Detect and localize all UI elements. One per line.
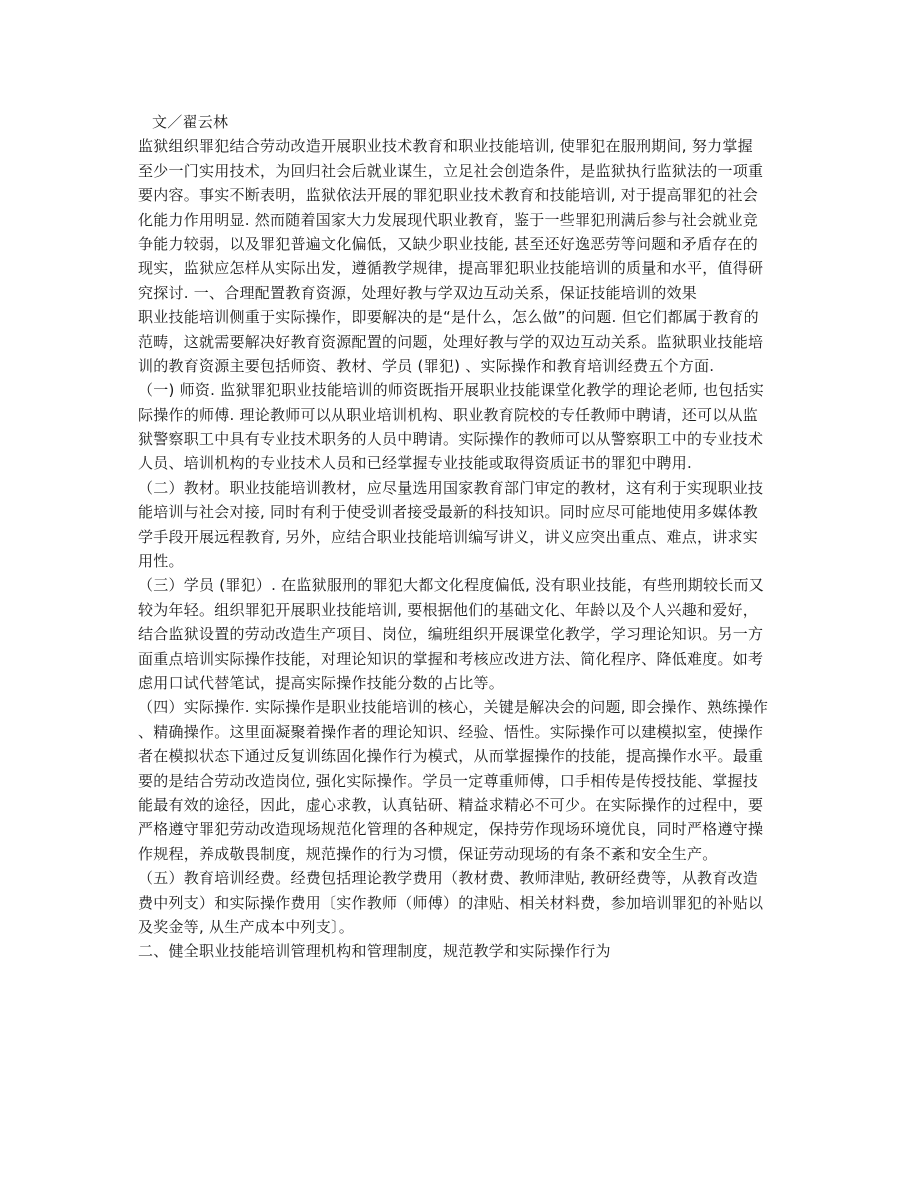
text-line: 要的是结合劳动改造岗位, 强化实际操作。学员一定尊重师傅，口手相传是传授技能、掌握技 — [138, 771, 759, 790]
text-line: 争能力较弱，以及罪犯普遍文化偏低，又缺少职业技能, 甚至还好逸恶劳等问题和矛盾存在的 — [138, 234, 759, 253]
text-line: （三）学员 (罪犯）. 在监狱服刑的罪犯大都文化程度偏低, 没有职业技能，有些刑期较长而又 — [138, 576, 764, 595]
text-line: 用性。 — [138, 552, 184, 571]
text-line: 训的教育资源主要包括师资、教材、学员 (罪犯) 、实际操作和教育培训经费五个方面. — [138, 356, 715, 375]
text-line: （五）教育培训经费。经费包括理论教学费用（教材费、教师津贴, 教研经费等，从教育改造 — [138, 869, 759, 888]
author-byline: 文／翟云林 — [152, 113, 229, 131]
text-line: 际操作的师傅. 理论教师可以从职业培训机构、职业教育院校的专任教师中聘请，还可以从监 — [138, 405, 759, 424]
text-line: 狱警察职工中具有专业技术职务的人员中聘请。实际操作的教师可以从警察职工中的专业技术 — [138, 430, 764, 449]
text-line: 要内容。事实不断表明，监狱依法开展的罪犯职业技术教育和技能培训, 对于提高罪犯的社会 — [138, 186, 759, 205]
text-line: 较为年轻。组织罪犯开展职业技能培训, 要根据他们的基础文化、年龄以及个人兴趣和爱好， — [138, 600, 759, 619]
text-line: 能培训与社会对接, 同时有利于使受训者接受最新的科技知识。同时应尽可能地使用多媒体教 — [138, 503, 759, 522]
text-line: 现实，监狱应怎样从实际出发，遵循教学规律，提高罪犯职业技能培训的质量和水平，值得研 — [138, 259, 764, 278]
text-line: 范畴，这就需要解决好教育资源配置的问题，处理好教与学的双边互动关系。监狱职业技能培 — [138, 332, 764, 351]
paragraph-lines — [138, 134, 786, 963]
text-line: 至少一门实用技术，为回归社会后就业谋生，立足社会创造条件，是监狱执行监狱法的一项重 — [138, 161, 764, 180]
text-line: （四）实际操作. 实际操作是职业技能培训的核心，关键是解决会的问题, 即会操作、熟练操作 — [138, 698, 769, 717]
text-line: 化能力作用明显. 然而随着国家大力发展现代职业教育，鉴于一些罪犯刑满后参与社会就业竞 — [138, 210, 759, 229]
text-line: 监狱组织罪犯结合劳动改造开展职业技术教育和职业技能培训, 使罪犯在服刑期间, 努力掌握 — [138, 137, 753, 156]
text-line: 能最有效的途径，因此，虚心求教，认真钻研、精益求精必不可少。在实际操作的过程中，要 — [138, 795, 764, 814]
text-line: 职业技能培训侧重于实际操作，即要解决的是“是什么，怎么做”的问题. 但它们都属于教育的 — [138, 308, 759, 327]
text-line: 者在模拟状态下通过反复训练固化操作行为模式，从而掌握操作的技能，提高操作水平。最重 — [138, 747, 764, 766]
text-line: 结合监狱设置的劳动改造生产项目、岗位，编班组织开展课堂化教学，学习理论知识。另一方 — [138, 625, 764, 644]
text-line: 、精确操作。这里面凝聚着操作者的理论知识、经验、悟性。实际操作可以建模拟室，使操作 — [138, 722, 764, 741]
text-line: 费中列支）和实际操作费用〔实作教师（师傅）的津贴、相关材料费，参加培训罪犯的补贴以 — [138, 893, 764, 912]
text-line: （一) 师资. 监狱罪犯职业技能培训的师资既指开展职业技能课堂化教学的理论老师, 也包括实 — [138, 381, 764, 400]
text-line: 学手段开展远程教育, 另外，应结合职业技能培训编写讲义，讲义应突出重点、难点，讲求实 — [138, 527, 759, 546]
text-line: （二）教材。职业技能培训教材，应尽量选用国家教育部门审定的教材，这有利于实现职业技 — [138, 478, 764, 497]
text-line: 严格遵守罪犯劳动改造现场规范化管理的各种规定，保持劳作现场环境优良，同时严格遵守操 — [138, 820, 764, 839]
text-line: 人员、培训机构的专业技术人员和已经掌握专业技能或取得资质证书的罪犯中聘用. — [138, 454, 693, 473]
text-line: 作规程，养成敬畏制度，规范操作的行为习惯，保证劳动现场的有条不紊和安全生产。 — [138, 844, 718, 863]
text-line: 二、健全职业技能培训管理机构和管理制度，规范教学和实际操作行为 — [138, 942, 611, 961]
article-body — [138, 110, 786, 964]
text-line: 究探讨. 一、合理配置教育资源，处理好教与学双边互动关系，保证技能培训的效果 — [138, 283, 698, 302]
text-line: 虑用口试代替笔试，提高实际操作技能分数的占比等。 — [138, 673, 505, 692]
text-line: 面重点培训实际操作技能，对理论知识的掌握和考核应改进方法、简化程序、降低难度。如考 — [138, 649, 764, 668]
text-line: 及奖金等, 从生产成本中列支〕。 — [138, 917, 355, 936]
